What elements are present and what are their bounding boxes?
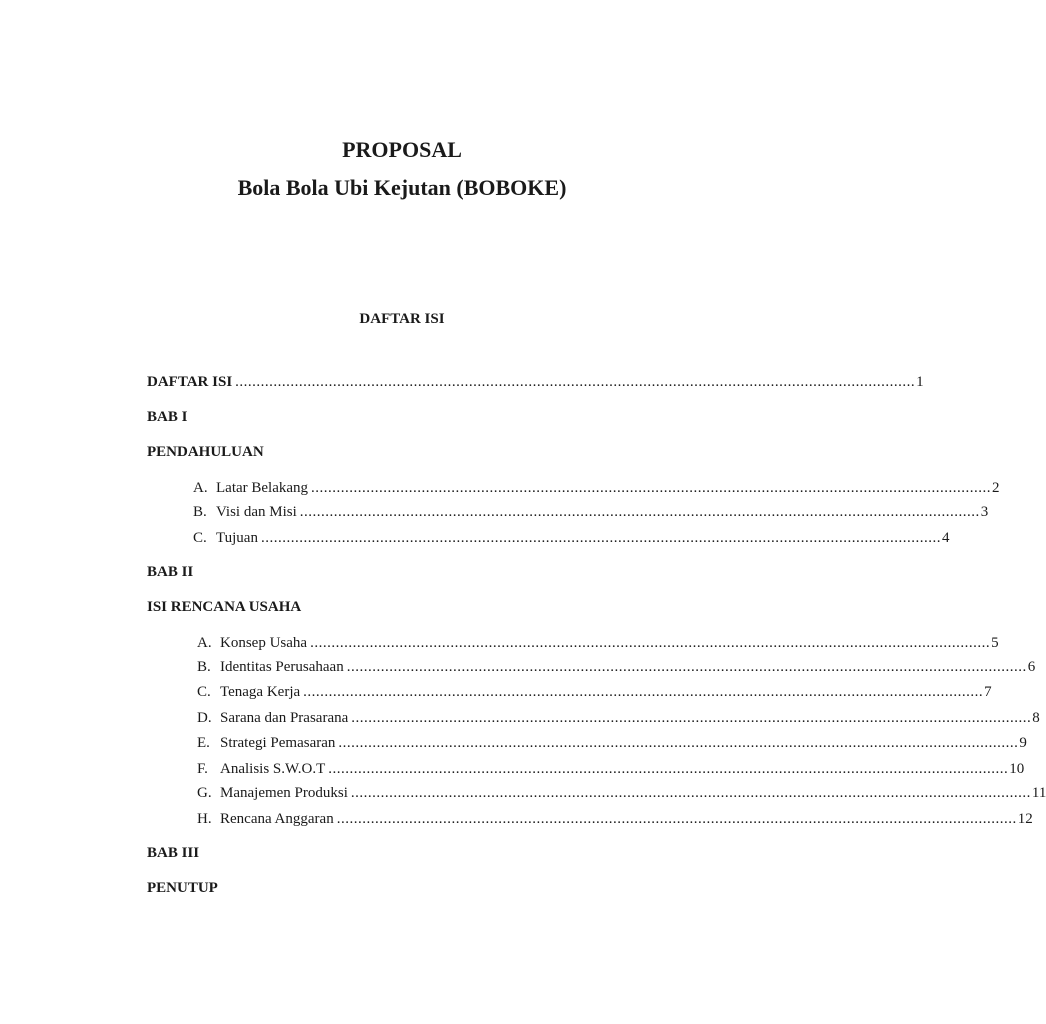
- toc-entry: [193, 503, 989, 521]
- toc-entry-label: DAFTAR ISI: [147, 374, 233, 390]
- toc-item-letter: E.: [197, 735, 210, 751]
- toc-item-letter: A.: [197, 635, 212, 651]
- toc-item-text: Sarana dan Prasarana: [220, 710, 349, 726]
- toc-item-letter: H.: [197, 811, 212, 827]
- toc-leader-dots: ................................................................................................................................................................: [346, 659, 1027, 675]
- toc-page-number: 3: [980, 504, 989, 520]
- toc-item-text: Strategi Pemasaran: [220, 735, 336, 751]
- chapter-title-pendahuluan: PENDAHULUAN: [147, 444, 264, 460]
- chapter-label-bab-3: BAB III: [147, 845, 200, 861]
- toc-leader-dots: ................................................................................................................................................................: [311, 480, 992, 496]
- toc-item-letter: C.: [193, 530, 207, 546]
- chapter-title-penutup: PENUTUP: [147, 880, 218, 896]
- toc-item-letter: B.: [197, 659, 211, 675]
- toc-entry: [197, 683, 992, 701]
- toc-page-number: 8: [1032, 710, 1040, 726]
- toc-item-text: Visi dan Misi: [216, 504, 297, 520]
- toc-leader-dots: ................................................................................................................................................................: [328, 761, 1009, 777]
- toc-leader-dots: ................................................................................................................................................................: [303, 684, 984, 700]
- toc-item-letter: G.: [197, 785, 212, 801]
- toc-heading: DAFTAR ISI: [359, 311, 445, 327]
- toc-entry: [197, 734, 1027, 752]
- toc-leader-dots: ................................................................................................................................................................: [310, 635, 991, 651]
- toc-item-letter: A.: [193, 480, 208, 496]
- toc-item-letter: D.: [197, 710, 212, 726]
- toc-entry: [197, 634, 999, 652]
- toc-item-text: Identitas Perusahaan: [220, 659, 344, 675]
- toc-page-number: 9: [1019, 735, 1027, 751]
- toc-item-letter: F.: [197, 761, 208, 777]
- toc-entry: [197, 658, 1036, 676]
- chapter-label-bab-1: BAB I: [147, 409, 188, 425]
- toc-leader-dots: ................................................................................................................................................................: [336, 811, 1017, 827]
- toc-leader-dots: ................................................................................................................................................................: [350, 785, 1031, 801]
- toc-entry: [197, 810, 1033, 828]
- toc-page-number: 7: [984, 684, 992, 700]
- document-subtitle: Bola Bola Ubi Kejutan (BOBOKE): [237, 175, 567, 200]
- chapter-label-bab-2: BAB II: [147, 564, 194, 580]
- toc-item-text: Rencana Anggaran: [220, 811, 334, 827]
- toc-item-text: Konsep Usaha: [220, 635, 308, 651]
- toc-leader-dots: ................................................................................................................................................................: [235, 374, 916, 390]
- toc-leader-dots: ................................................................................................................................................................: [338, 735, 1019, 751]
- toc-entry: [197, 784, 1046, 802]
- toc-page-number: 4: [941, 530, 950, 546]
- toc-page-number: 12: [1017, 811, 1033, 827]
- toc-entry-daftar-isi: [147, 373, 924, 391]
- toc-page-number: 1: [916, 374, 924, 390]
- toc-leader-dots: ................................................................................................................................................................: [260, 530, 941, 546]
- toc-page-number: 2: [992, 480, 1000, 496]
- toc-page-number: 11: [1031, 785, 1046, 801]
- toc-item-letter: C.: [197, 684, 211, 700]
- toc-entry: [197, 709, 1040, 727]
- toc-item-text: Tenaga Kerja: [220, 684, 301, 700]
- toc-item-text: Manajemen Produksi: [220, 785, 348, 801]
- toc-item-text: Analisis S.W.O.T: [220, 761, 326, 777]
- toc-page-number: 5: [991, 635, 999, 651]
- toc-item-letter: B.: [193, 504, 207, 520]
- document-title: PROPOSAL: [342, 137, 462, 162]
- toc-item-text: Tujuan: [216, 530, 258, 546]
- toc-leader-dots: ................................................................................................................................................................: [299, 504, 980, 520]
- toc-entry: [193, 479, 1000, 497]
- toc-leader-dots: ................................................................................................................................................................: [351, 710, 1032, 726]
- toc-item-text: Latar Belakang: [216, 480, 309, 496]
- toc-entry: [193, 529, 950, 547]
- toc-page-number: 6: [1027, 659, 1036, 675]
- chapter-title-isi-rencana-usaha: ISI RENCANA USAHA: [147, 599, 302, 615]
- toc-page-number: 10: [1009, 761, 1025, 777]
- toc-entry: [197, 760, 1025, 778]
